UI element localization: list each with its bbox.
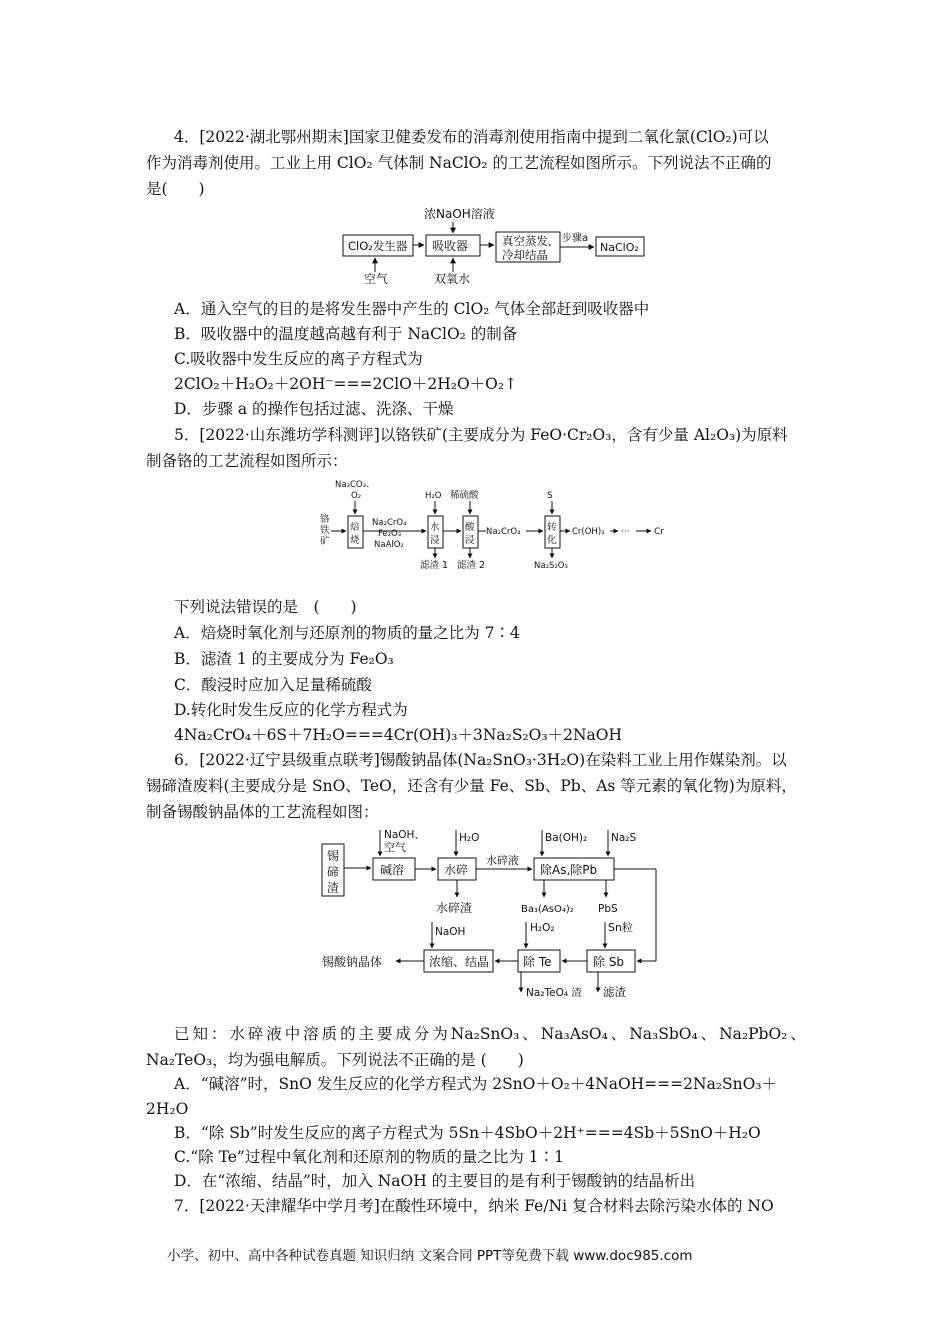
q4-flow-diagram: [340, 204, 650, 284]
q5-ore-3: 矿: [320, 536, 330, 547]
q5-line-2: 制备铬的工艺流程如图所示：: [146, 452, 348, 470]
q6-known-char: 液: [266, 1025, 282, 1043]
q7-line-1: 7．[2022·天津耀华中学月考]在酸性环境中，纳米 Fe/Ni 复合材料去除污染水体的 NO: [174, 1197, 774, 1215]
q6-concentrate-label: 浓缩、结晶: [429, 955, 490, 969]
q6-na2s-label: Na₂S: [611, 832, 637, 844]
q6-known-formula: Na₂SnO₃: [450, 1025, 520, 1043]
q5-option-b: B．滤渣 1 的主要成分为 Fe₂O₃: [174, 650, 394, 668]
q6-flow-diagram: [318, 824, 668, 1004]
q4-evaporation-label-1: 真空蒸发,: [502, 234, 552, 248]
q4-step-a-label: 步骤a: [562, 233, 589, 244]
q5-option-d-equation: 4Na₂CrO₄＋6S＋7H₂O===4Cr(OH)₃＋3Na₂S₂O₃＋2NaOH: [174, 726, 622, 744]
q5-stem: 下列说法错误的是 ( ): [174, 598, 357, 616]
q6-residue-label: 滤渣: [603, 985, 626, 999]
q5-ore-1: 铬: [320, 514, 330, 525]
q6-known-char: 、: [790, 1025, 806, 1043]
q6-known-formula: Na₃SbO₄: [629, 1025, 698, 1043]
q5-intermediate-2: Fe₂O₃: [378, 529, 402, 539]
q5-acid-leach-1: 酸: [465, 522, 475, 533]
q6-known-char: 碎: [247, 1025, 264, 1043]
q6-known-char: 的: [340, 1025, 356, 1043]
q6-known-char: 要: [376, 1025, 393, 1043]
q5-residue-2: 滤渣 2: [457, 560, 486, 571]
q5-acid-leach-2: 浸: [465, 535, 475, 546]
q6-known-char: 分: [413, 1025, 430, 1043]
q5-croh3-label: Cr(OH)₃: [572, 527, 605, 537]
q6-option-b: B．“除 Sb”时发生反应的离子方程式为 5Sn＋4SbO＋2H⁺===4Sb＋5SnO＋H₂O: [174, 1124, 761, 1142]
q4-option-c: C.吸收器中发生反应的离子方程式为: [174, 350, 423, 368]
q6-known-line-2: Na₂TeO₃，均为强电解质。下列说法不正确的是 ( ): [146, 1051, 524, 1069]
q6-h2o2-label: H₂O₂: [530, 922, 555, 934]
q6-remove-te-label: 除 Te: [523, 955, 552, 969]
q4-option-d: D．步骤 a 的操作包括过滤、洗涤、干燥: [174, 400, 454, 418]
q6-na2teo4-label: Na₂TeO₄ 渣: [526, 987, 582, 999]
q5-intermediate-1: Na₂CrO₄: [372, 518, 407, 528]
q6-known-char: 质: [321, 1025, 338, 1043]
q4-option-b: B．吸收器中的温度越高越有利于 NaClO₂ 的制备: [174, 325, 518, 343]
q6-baoh2-label: Ba(OH)₂: [545, 832, 588, 844]
q4-line-1: 4．[2022·湖北鄂州期末]国家卫健委发布的消毒剂使用指南中提到二氧化氯(ClO₂)可以: [174, 128, 769, 146]
q6-raw-2: 碲: [327, 865, 340, 879]
q6-line-3: 制备锡酸钠晶体的工艺流程如图：: [146, 803, 379, 821]
q5-dots: ···: [621, 527, 630, 537]
q4-generator-label: ClO₂发生器: [348, 239, 408, 253]
q6-option-c: C.“除 Te”过程中氧化剂和还原剂的物质的量之比为 1∶1: [174, 1148, 564, 1166]
q6-pbs-label: PbS: [598, 903, 618, 915]
q5-reagent-1a: Na₂CO₃、: [335, 480, 375, 490]
q6-crush-label: 水碎: [444, 863, 469, 877]
q6-known-char: 、: [610, 1025, 627, 1043]
q5-water-label: H₂O: [425, 491, 442, 501]
q6-remove-as-pb-label: 除As,除Pb: [540, 863, 598, 877]
q6-known-char: 、: [522, 1025, 538, 1043]
q6-known-char: 主: [358, 1025, 375, 1043]
q5-reagent-1b: O₂: [351, 491, 362, 501]
q5-residue-1: 滤渣 1: [420, 560, 449, 571]
q6-raw-3: 渣: [327, 881, 340, 895]
q6-known-char: 已: [174, 1025, 190, 1043]
q5-thiosulfate-label: Na₂S₂O₃: [534, 561, 568, 571]
q6-raw-1: 锡: [327, 849, 340, 863]
q6-line-2: 锡碲渣废料(主要成分是 SnO、TeO，还含有少量 Fe、Sb、Pb、As 等元素的氧化物)为原料，: [146, 777, 797, 795]
q6-liquor-label: 水碎液: [486, 854, 519, 867]
q5-sulfur-label: S: [547, 491, 553, 501]
q5-acid-label: 稀硫酸: [450, 490, 479, 501]
q5-convert-2: 化: [547, 535, 557, 546]
q5-water-leach-1: 水: [430, 522, 440, 533]
q4-option-c-equation: 2ClO₂＋H₂O₂＋2OH⁻===2ClO＋2H₂O＋O₂↑: [174, 375, 518, 393]
q6-naoh-1: NaOH、: [384, 829, 425, 841]
q5-roast-2: 烧: [350, 535, 360, 546]
q6-known-line-1: [174, 1023, 806, 1045]
q6-naoh-2: 空气: [384, 841, 406, 854]
q5-cr-label: Cr: [654, 527, 664, 537]
q4-h2o2-label: 双氧水: [434, 272, 471, 284]
q6-known-char: 、: [700, 1025, 717, 1043]
q6-known-char: 成: [395, 1025, 411, 1043]
q5-option-a: A．焙烧时氧化剂与还原剂的物质的量之比为 7∶4: [174, 624, 520, 642]
q5-flow-diagram: [318, 476, 678, 572]
q6-option-a-2: 2H₂O: [146, 1100, 189, 1118]
q6-known-char: 水: [229, 1025, 245, 1043]
q6-crush-residue: 水碎渣: [436, 901, 473, 915]
q5-water-leach-2: 浸: [430, 535, 440, 546]
q4-product-label: NaClO₂: [600, 241, 639, 254]
q6-option-a-1: A．“碱溶”时，SnO 发生反应的化学方程式为 2SnO＋O₂＋4NaOH===2Na₂SnO₃＋: [174, 1075, 778, 1093]
q4-evaporation-label-2: 冷却结晶: [502, 248, 548, 262]
q5-convert-1: 转: [547, 522, 557, 533]
q5-line-1: 5．[2022·山东潍坊学科测评]以铬铁矿(主要成分为 FeO·Cr₂O₃，含有少量 Al₂O₃)为原料: [174, 426, 788, 444]
q6-option-d: D．在“浓缩、结晶”时，加入 NaOH 的主要目的是有利于锡酸钠的结晶析出: [174, 1172, 696, 1190]
q6-water-label: H₂O: [459, 832, 480, 844]
q4-line-2: 作为消毒剂使用。工业上用 ClO₂ 气体制 NaClO₂ 的工艺流程如图所示。下列说法不正确的: [146, 154, 772, 172]
footer-banner: 小学、初中、高中各种试卷真题 知识归纳 文案合同 PPT等免费下载 www.doc985.com: [167, 1248, 693, 1264]
q6-sn-label: Sn粒: [608, 921, 633, 934]
q6-remove-sb-label: 除 Sb: [593, 955, 625, 969]
q4-line-3: 是( ): [146, 180, 205, 198]
q6-known-char: ：: [210, 1025, 227, 1043]
q6-known-formula: Na₂PbO₂: [719, 1025, 788, 1043]
q6-line-1: 6．[2022·辽宁县级重点联考]锡酸钠晶体(Na₂SnO₃·3H₂O)在染料工业上用作媒染剂。以: [174, 751, 787, 769]
q6-known-char: 中: [284, 1025, 301, 1043]
q5-na2cro4-label: Na₂CrO₄: [486, 527, 521, 537]
q5-intermediate-3: NaAlO₂: [374, 540, 404, 550]
q6-known-char: 溶: [303, 1025, 319, 1043]
q5-ore-2: 铁: [320, 525, 330, 536]
q5-roast-1: 焙: [350, 522, 360, 533]
q6-ba3aso42-label: Ba₃(AsO₄)₂: [521, 904, 574, 915]
q4-naoh-label: 浓NaOH溶液: [424, 207, 495, 221]
q5-option-d: D.转化时发生反应的化学方程式为: [174, 701, 408, 719]
q6-product-label: 锡酸钠晶体: [322, 955, 383, 969]
q6-known-char: 为: [432, 1025, 448, 1043]
q6-known-char: 知: [192, 1025, 208, 1043]
q6-alkali-label: 碱溶: [380, 863, 405, 877]
q6-naoh-label: NaOH: [435, 926, 466, 938]
q4-option-a: A．通入空气的目的是将发生器中产生的 ClO₂ 气体全部赶到吸收器中: [174, 300, 650, 318]
q4-absorber-label: 吸收器: [432, 239, 469, 253]
q4-air-label: 空气: [364, 272, 389, 284]
q5-option-c: C．酸浸时应加入足量稀硫酸: [174, 676, 372, 694]
q6-known-formula: Na₃AsO₄: [540, 1025, 608, 1043]
